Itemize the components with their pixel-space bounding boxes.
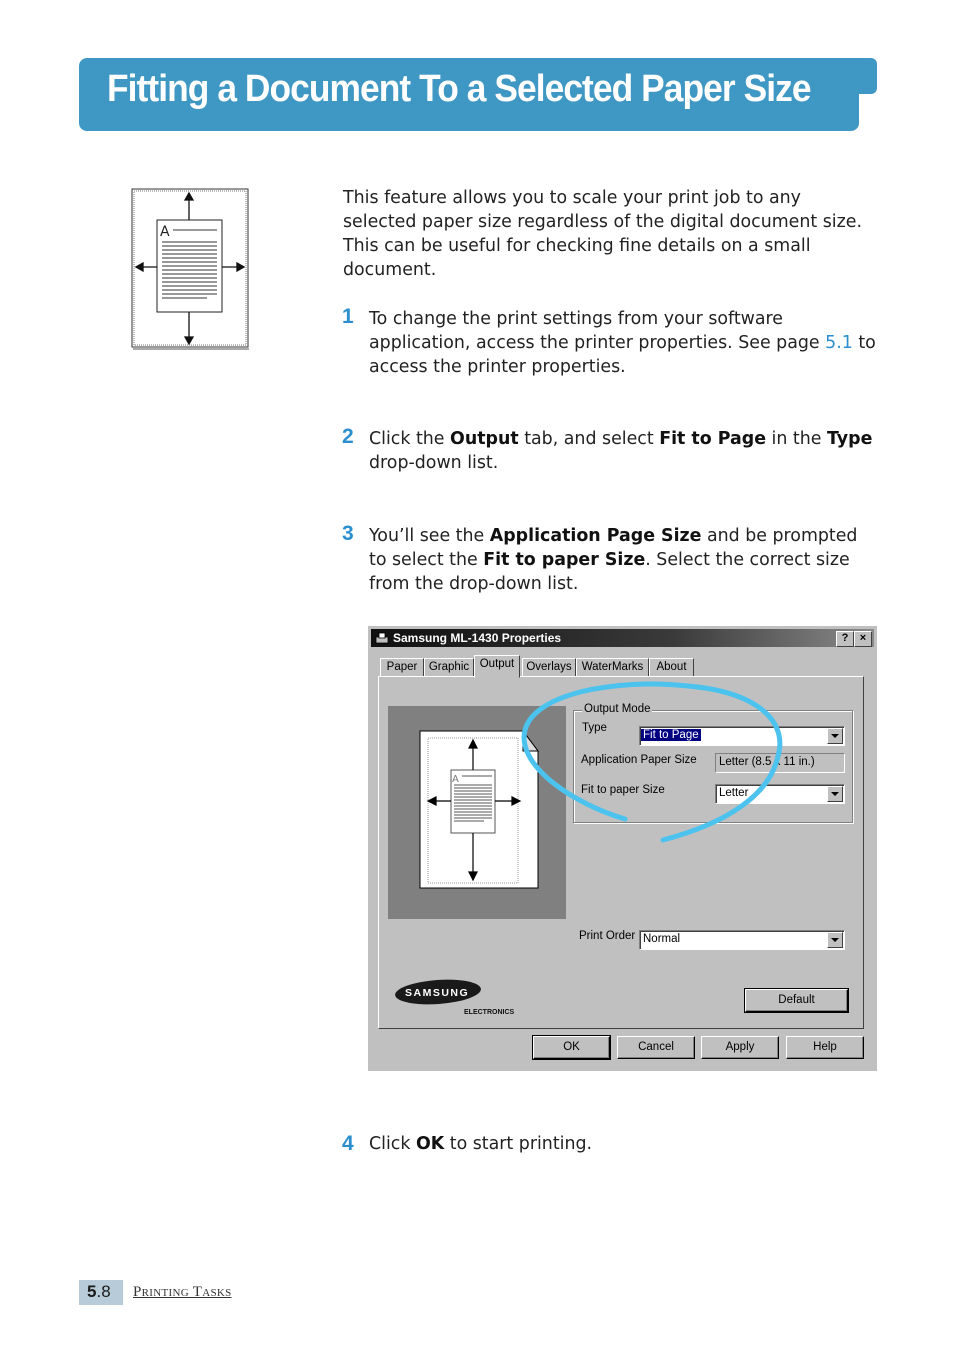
preview-letter: A: [452, 774, 459, 785]
section-name: Printing Tasks: [133, 1284, 232, 1300]
step-2-text: Click the Output tab, and select Fit to Page in the Type drop-down list.: [369, 429, 873, 473]
type-label: Type: [582, 722, 607, 734]
title-banner-tab: [847, 58, 877, 94]
cancel-button[interactable]: Cancel: [617, 1036, 695, 1059]
page-link[interactable]: 5.1: [825, 333, 853, 353]
logo-text: SAMSUNG: [405, 987, 470, 999]
ok-button[interactable]: OK: [533, 1036, 610, 1059]
step-1-text: To change the print settings from your software application, access the printer properties. See page 5.1 to access the printer properties.: [369, 309, 876, 377]
fit-to-paper-size-value: Letter: [719, 787, 749, 799]
print-order-label: Print Order: [579, 930, 636, 942]
step-1-number: 1: [342, 305, 354, 328]
step-4-text: Click OK to start printing.: [369, 1134, 593, 1154]
fit-to-paper-size-label: Fit to paper Size: [581, 784, 665, 796]
type-value: Fit to Page: [643, 729, 699, 741]
output-mode-title: Output Mode: [584, 703, 651, 715]
illustration-letter: A: [160, 224, 170, 240]
tab-watermarks[interactable]: WaterMarks: [576, 658, 649, 677]
tab-graphic[interactable]: Graphic: [424, 658, 474, 677]
properties-dialog: [368, 626, 877, 1071]
step-2-number: 2: [342, 425, 354, 448]
fit-to-page-illustration: [131, 188, 249, 350]
help-button[interactable]: Help: [786, 1036, 864, 1059]
step-4-number: 4: [342, 1132, 354, 1155]
apply-button[interactable]: Apply: [701, 1036, 779, 1059]
page-number: 5.8: [87, 1282, 111, 1301]
default-button[interactable]: Default: [745, 989, 848, 1012]
tab-paper[interactable]: Paper: [380, 658, 424, 677]
title-banner: [79, 58, 877, 131]
app-paper-size-value: Letter (8.5 x 11 in.): [719, 756, 815, 768]
page-title: Fitting a Document To a Selected Paper Size: [107, 68, 811, 110]
step-3-text: You’ll see the Application Page Size and be prompted to select the Fit to paper Size. Select the correct size from the drop-down list.: [369, 526, 858, 594]
highlight-ellipse: [368, 626, 877, 1071]
logo-subtext: ELECTRONICS: [464, 1009, 515, 1016]
help-title-button[interactable]: ?: [836, 631, 854, 647]
step-3-number: 3: [342, 522, 354, 545]
close-icon[interactable]: ×: [854, 631, 872, 647]
intro-paragraph: This feature allows you to scale your print job to any selected paper size regardless of the digital document size. This can be useful for checking fine details on a small document.: [343, 188, 862, 280]
dialog-title: Samsung ML-1430 Properties: [393, 631, 562, 645]
app-paper-size-label: Application Paper Size: [581, 754, 697, 766]
print-order-value: Normal: [643, 933, 681, 945]
tab-overlays[interactable]: Overlays: [522, 658, 576, 677]
tab-output[interactable]: Output: [474, 655, 520, 678]
tab-about[interactable]: About: [649, 658, 694, 677]
